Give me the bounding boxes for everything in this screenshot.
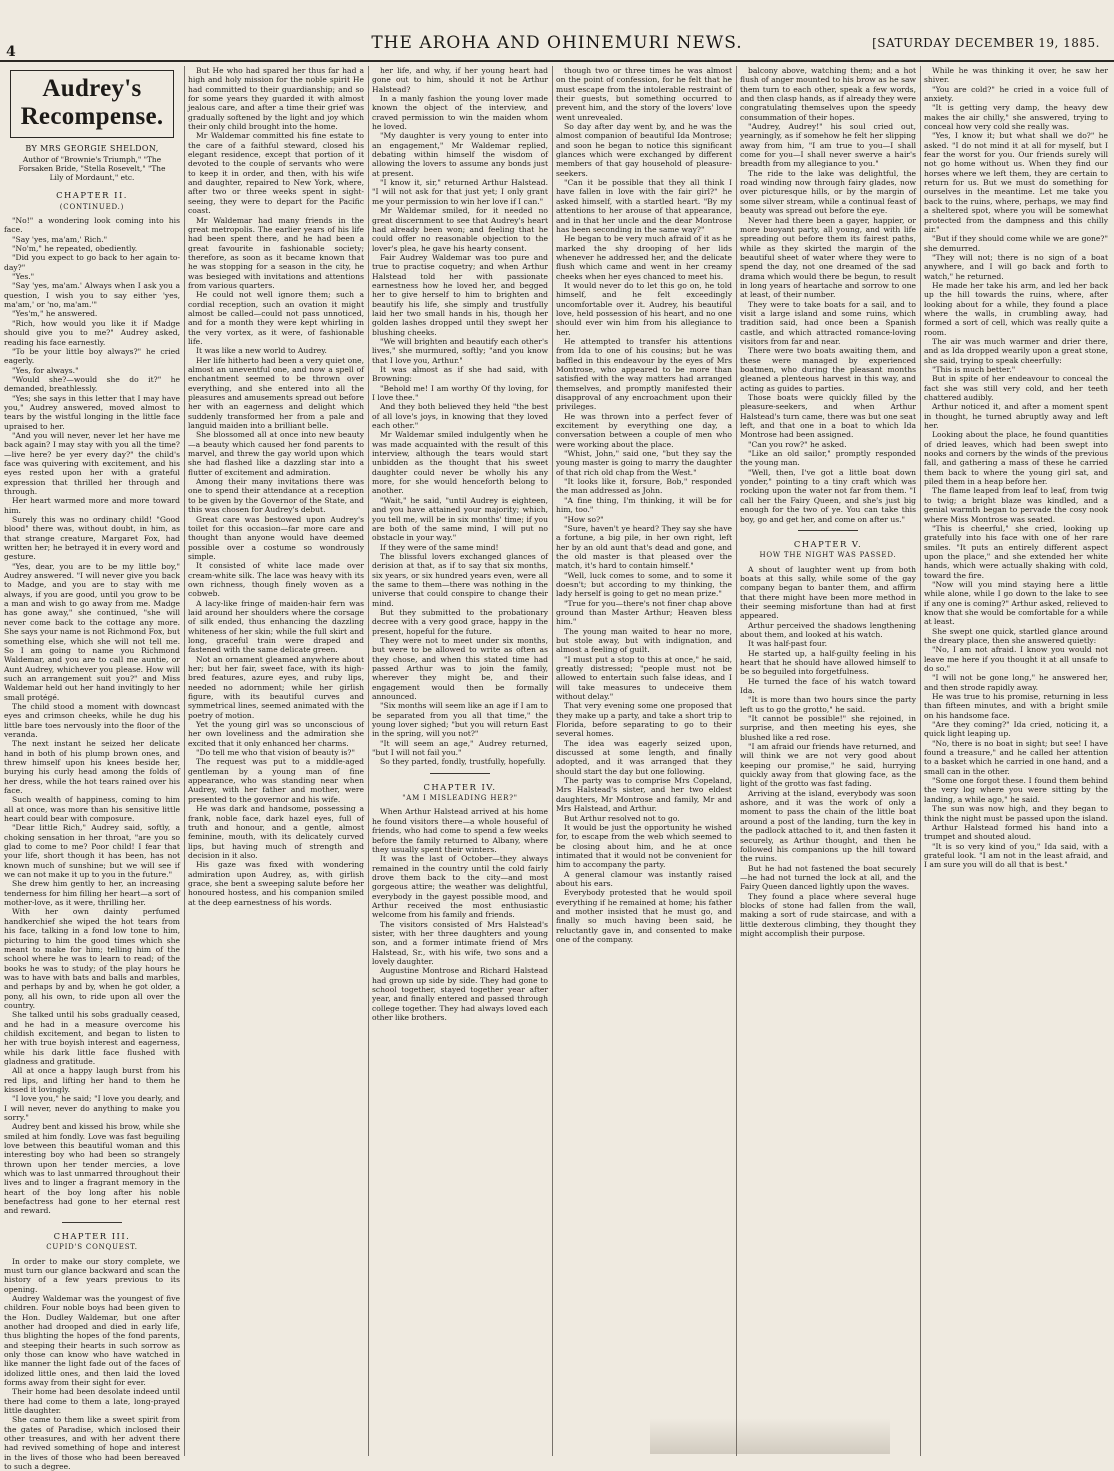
paragraph: "Yes, for always." — [4, 366, 180, 375]
paragraph: "Are they coming?" Ida cried, noticing it, a quick light leaping up. — [924, 720, 1108, 739]
paragraph: She swept one quick, startled glance around the dreary place, then she answered quietly: — [924, 627, 1108, 646]
paragraph: A lacy-like fringe of maiden-hair fern was laid around her shoulders where the corsage of silk ended, thus enhancing the dazzling whiteness of her skin; while the full skirt and long, graceful train were draped and fastened with the same delicate green. — [188, 599, 364, 655]
paragraph: It would be just the opportunity he wished for, to escape from the web which seemed to be closing about him, and he at once intimated that it would not be convenient for him to accompany the party. — [556, 823, 732, 870]
masthead-rule — [0, 60, 1114, 62]
paragraph: So day after day went by, and he was the almost companion of beautiful Ida Montrose; and soon he began to notice this significant glances which were exchanged by different members of that gay household of pleasure-seekers. — [556, 122, 732, 178]
column-1 — [4, 66, 180, 1456]
paragraph: They were not to meet under six months, but were to be allowed to write as often as they chose, and when this stated time had passed Arthur was to join the family, wherever they might be, and their engagement would then be formally announced. — [372, 636, 548, 701]
paragraph: Audrey bent and kissed his brow, while she smiled at him fondly. Love was fast beguiling love between this beautiful woman and this interesting boy who had been so strangely thrown upon her tender mercies, a love which was to last unmarred throughout their lives and to linger a fragrant memory in the heart of the boy long after his noble benefactress had gone to her eternal rest and reward. — [4, 1122, 180, 1215]
paragraph: "Yes, I know it; but what shall we do?" he asked. "I do not mind it at all for myself, but I fear the worst for you. Our friends surely will not go home without us. When they find our horses where we left them, they are certain to return for us. But we must do something for ourselves in the meantime. Let me take you back to the ruins, where, perhaps, we may find a sheltered spot, where you will be somewhat protected from the dampness and this chilly air." — [924, 131, 1108, 234]
paragraph: Great care was bestowed upon Audrey's toilet for this occasion—far more care and thought than anyone would have deemed possible over a costume so wondrously simple. — [188, 515, 364, 562]
paragraph: "Say 'yes, ma'am,' Rich." — [4, 235, 180, 244]
column-1-text-a — [4, 216, 180, 1216]
author-note: Author of "Brownie's Triumph," "The Forsaken Bride, "Stella Rosevelt," "The Lily of Mordaunt," etc. — [16, 155, 168, 182]
masthead — [0, 0, 1114, 58]
column-5-text-b — [740, 565, 916, 939]
paragraph: "It is more than two hours since the party left us to go the grotto," he said. — [740, 695, 916, 714]
chapter-2-subheading: (CONTINUED.) — [4, 203, 180, 212]
column-2 — [188, 66, 364, 1456]
column-4-text — [556, 66, 732, 944]
paragraph: "No, there is no boat in sight; but see! I have found a treasure," and he called her attention to a basket which he carried in one hand, and a small can in the other. — [924, 739, 1108, 776]
paragraph: It was the last of October—they always remained in the country until the cold fairly drove them back to the city—and most gorgeous attire; the weather was delightful, everybody in the gayest possible mood, and Arthur received the most enthusiastic welcome from his family and friends. — [372, 854, 548, 919]
paragraph: "Dear little Rich," Audrey said, softly, a choking sensation in her throat, "are you so glad to come to me? Poor child! I fear that your life, short though it has been, has not known much of sunshine; but we will see if we can not make it up to you in the future." — [4, 823, 180, 879]
paragraph: But in spite of her endeavour to conceal the fact she was still very cold, and her teeth chattered audibly. — [924, 374, 1108, 402]
paragraph: "Sure, haven't ye heard? They say she have a fortune, a big pile, in her own right, left her by an old aunt that's dead and gone, and the old master is that pleased over the match, it's hard to contain himself." — [556, 524, 732, 571]
paragraph: "Say 'yes, ma'am.' Always when I ask you a question, I wish you to say either 'yes, ma'am,' or 'no, ma'am.'" — [4, 281, 180, 309]
paragraph: Arthur perceived the shadows lengthening about them, and looked at his watch. — [740, 621, 916, 640]
paragraph: "Would she?—would she do it?" he demanded, breathlessly. — [4, 375, 180, 394]
page-number: 4 — [6, 44, 16, 60]
paragraph: When Arthur Halstead arrived at his home he found visitors there—a whole houseful of friends, who had come to spend a few weeks before the family returned to Albany, where they usually spent their winters. — [372, 807, 548, 854]
paragraph: It was half-past four. — [740, 639, 916, 648]
column-2-text — [188, 66, 364, 907]
chapter-4-heading: CHAPTER IV. — [372, 783, 548, 792]
column-6 — [924, 66, 1108, 1456]
paragraph: "Like an old sailor," promptly responded the young man. — [740, 449, 916, 468]
paragraph: He started up, a half-guilty feeling in his heart that he should have allowed himself to be so beguiled into forgetfulness. — [740, 649, 916, 677]
paragraph: A shout of laughter went up from both boats at this sally, while some of the gay company began to banter them, and affirm that there might have been more method in their seeming misfortune than had at first appeared. — [740, 565, 916, 621]
paragraph: Arthur Halstead formed his hand into a trumpet and shouted aloud. — [924, 823, 1108, 842]
paragraph: "Yes, dear, you are to be my little boy," Audrey answered. "I will never give you back to Madge, and you are to stay with me always, if you are good, until you grow to be a man and wish to go away from me. Madge has gone away," she continued, "she will never come back to the cottage any more. She says your name is not Richmond Fox, but something else, which she will not tell me. So I am going to name you Richmond Waldemar, and you are to call me auntie, or Aunt Audrey, whichever you please. How will such an arrangement suit you?" and Miss Waldemar held out her hand invitingly to her small protégé. — [4, 562, 180, 702]
paragraph: though two or three times he was almost on the point of confession, for he felt that he must escape from the intolerable restraint of their guests, but something occurred to prevent him, and the story of the lovers' love went unrevealed. — [556, 66, 732, 122]
column-3-text-b — [372, 807, 548, 1022]
paragraph: Never had there been a gayer, happier, or more buoyant party, all young, and with life spreading out before them its fairest paths, while as they skirted the margin of the beautiful sheet of water where they were to spend the day, not one dreamed of the sad drama which would there be begun, to result in long years of heartache and sorrow to one at least, of their number. — [740, 216, 916, 300]
paragraph: "It is so very kind of you," Ida said, with a grateful look. "I am not in the least afraid, and I am sure you will do all that is best." — [924, 842, 1108, 870]
paragraph: She came to them like a sweet spirit from the gates of Paradise, which inclosed their other treasures, and with her advent there had revived something of hope and interest in the lives of those who had been bereaved to such a degree. — [4, 1415, 180, 1471]
paragraph: "It will seem an age," Audrey returned, "but I will not fail you." — [372, 739, 548, 758]
paragraph: If they were of the same mind! — [372, 543, 548, 552]
paragraph: The blissful lovers exchanged glances of derision at that, as if to say that six months, six years, or six hundred years even, were all the same to them—there was nothing in the universe that could conspire to change their mind. — [372, 552, 548, 608]
paragraph: He was true to his promise, returning in less than fifteen minutes, and with a bright smile on his handsome face. — [924, 692, 1108, 720]
paragraph: And they both believed they held "the best of all love's joys, in knowing that they loved each other." — [372, 402, 548, 430]
story-title: Audrey's Recompense. — [10, 70, 174, 138]
paragraph: "No'm," he repeated, obediently. — [4, 244, 180, 253]
paragraph: The visitors consisted of Mrs Halstead's sister, with her three daughters and young son, and a former intimate friend of Mrs Halstead, Sr., with his wife, two sons and a lovely daughter. — [372, 920, 548, 967]
paragraph: His gaze was fixed with wondering admiration upon Audrey, as, with girlish grace, she bent a sweeping salute before her honoured hostess, and his companion smiled at the deep earnestness of his words. — [188, 860, 364, 907]
paragraph: In order to make our story complete, we must turn our glance backward and scan the history of a few years previous to its opening. — [4, 1257, 180, 1294]
column-5 — [740, 66, 916, 1456]
article-columns — [4, 66, 1110, 1456]
column-divider — [552, 66, 553, 1456]
story-byline: BY MRS GEORGIE SHELDON, — [4, 144, 180, 153]
paragraph: "Yes." — [4, 272, 180, 281]
paragraph: It consisted of white lace made over cream-white silk. The lace was heavy with its own richness, though finely woven as a cobweb. — [188, 561, 364, 598]
paragraph: He made her take his arm, and led her back up the hill towards the ruins, where, after looking about for a while, they found a place where the walls, in crumbling away, had formed a sort of cell, which was really quite a room. — [924, 281, 1108, 337]
chapter-divider — [430, 773, 490, 774]
paragraph: Arthur noticed it, and after a moment spent in thought, he turned abruptly away and left her. — [924, 402, 1108, 430]
paragraph: She blossomed all at once into new beauty—a beauty which caused her fond parents to marvel, and threw the gay world upon which she had flashed like a dazzling star into a flutter of excitement and admiration. — [188, 430, 364, 477]
paragraph: Augustine Montrose and Richard Halstead had grown up side by side. They had gone to school together, stayed together year after year, and finally entered and passed through college together. They had always loved each other like brothers. — [372, 966, 548, 1022]
chapter-5-heading: CHAPTER V. — [740, 540, 916, 549]
paragraph: Surely this was no ordinary child! "Good blood" there was, without doubt, in him, as that strange creature, Margaret Fox, had written her; he betrayed it in every word and gesture. — [4, 515, 180, 562]
column-3 — [372, 66, 548, 1456]
paragraph: her life, and why, if her young heart had gone out to him, should it not be Arthur Halstead? — [372, 66, 548, 94]
paragraph: They found a place where several huge blocks of stone had fallen from the wall, making a sort of rude staircase, and with a little dexterous climbing, they thought they might accomplish their purpose. — [740, 892, 916, 939]
column-divider — [736, 66, 737, 1456]
chapter-2-heading: CHAPTER II. — [4, 191, 180, 200]
paragraph: "Wait," he said, "until Audrey is eighteen, and you have attained your majority; which, you tell me, will be in six months' time; if you are both of the same mind, I will put no obstacle in your way." — [372, 496, 548, 543]
paragraph: In a manly fashion the young lover made known the object of the interview, and craved permission to win the maiden whom he loved. — [372, 94, 548, 131]
chapter-divider — [798, 530, 858, 531]
paragraph: "My daughter is very young to enter into an engagement," Mr Waldemar replied, debating within himself the wisdom of allowing the lovers to assume any bonds just at present. — [372, 131, 548, 178]
column-6-text — [924, 66, 1108, 870]
paragraph: Among their many invitations there was one to spend their attendance at a reception to be given by the Governor of the State, and this was chosen for Audrey's debut. — [188, 477, 364, 514]
paragraph: So they parted, fondly, trustfully, hopefully. — [372, 757, 548, 766]
paragraph: "This is much better." — [924, 365, 1108, 374]
chapter-3-subheading: CUPID'S CONQUEST. — [4, 1243, 180, 1252]
paragraph: It would never do to let this go on, he told himself, and he felt exceedingly uncomfortable over it. Audrey, his beautiful love, held possession of his heart, and no one should ever win him from his allegiance to her. — [556, 281, 732, 337]
paragraph: "Do tell me who that vision of beauty is?" — [188, 748, 364, 757]
newspaper-title: THE AROHA AND OHINEMURI NEWS. — [0, 33, 1114, 53]
paragraph: "Rich, how would you like it if Madge should give you to me?" Audrey asked, reading his face earnestly. — [4, 319, 180, 347]
paragraph: The young man waited to hear no more, but stole away, but with indignation, and almost a feeling of guilt. — [556, 627, 732, 655]
paragraph: Such wealth of happiness, coming to him all at once, was more than his sensitive little heart could bear with composure. — [4, 795, 180, 823]
paragraph: "We will brighten and beautify each other's lives," she murmured, softly; "and you know that I love you, Arthur." — [372, 337, 548, 365]
paragraph: "Well, then, I've got a little boat down yonder," pointing to a tiny craft which was rocking upon the water not far from them. "I call her the Fairy Queen, and she's just big enough for the two of ye. You can take this boy, go and get her, and come on after us." — [740, 468, 916, 524]
paragraph: The party was to comprise Mrs Copeland, Mrs Halstead's sister, and her two eldest daughters, Mr Montrose and family, Mr and Mrs Halstead, and Arthur. — [556, 776, 732, 813]
column-5-text-a — [740, 66, 916, 524]
paragraph: "Now will you mind staying here a little while alone, while I go down to the lake to see if any one is coming?" Arthur asked, relieved to know that she would be comfortable for a while at least. — [924, 580, 1108, 627]
paragraph: He could not well ignore them; such a cordial reception, such an ovation it might almost be called—could not pass unnoticed, and for a month they were kept whirling in the very vortex, as it were, of fashionable life. — [188, 290, 364, 346]
paragraph: "Audrey, Audrey!" his soul cried out, yearningly, as if somehow he felt her slipping away from him, "I am true to you—I shall come for you—I shall never swerve a hair's breadth from my allegiance to you." — [740, 122, 916, 169]
paragraph: All at once a happy laugh burst from his red lips, and lifting her hand to them he kissed it lovingly. — [4, 1066, 180, 1094]
paragraph: But He who had spared her thus far had a high and holy mission for the noble spirit He had committed to their guardianship; and so for some years they guarded it with almost jealous care, and after a time their grief was gradually softened by the light and joy which their only child brought into the home. — [188, 66, 364, 131]
paragraph: It was like a new world to Audrey. — [188, 346, 364, 355]
paragraph: "Yes; she says in this letter that I may have you," Audrey answered, moved almost to tears by the wistful longing in the little face upraised to her. — [4, 394, 180, 431]
paragraph: Mr Waldemar had many friends in the great metropolis. The earlier years of his life had been spent there, and he had been a great favourite in fashionable society; therefore, as soon as it became known that he was stopping for a season in the city, he was besieged with invitations and attentions from various quarters. — [188, 216, 364, 291]
paragraph: "Six months will seem like an age if I am to be separated from you all that time," the young lover sighed; "but you will return East in the spring, will you not?" — [372, 701, 548, 738]
paragraph: "They will not; there is no sign of a boat anywhere, and I will go back and forth to watch," he returned. — [924, 253, 1108, 281]
paragraph: "I am afraid our friends have returned, and will think we are not very good about keeping our promise," he said, hurrying quickly away from that glowing face, as the light of the grotto was fast fading. — [740, 742, 916, 789]
column-1-text-b — [4, 1257, 180, 1471]
paragraph: It was almost as if she had said, with Browning: — [372, 365, 548, 384]
column-divider — [920, 66, 921, 1456]
paragraph: "Did you expect to go back to her again to-day?" — [4, 253, 180, 272]
paragraph: "Behold me! I am worthy Of thy loving, for I love thee." — [372, 384, 548, 403]
paragraph: Arriving at the island, everybody was soon ashore, and it was the work of only a moment to pass the chain of the little boat around a post of the landing, turn the key in the padlock attached to it, and then fasten it securely, as Arthur thought, and then he followed his companions up the hill toward the ruins. — [740, 789, 916, 864]
paragraph: She drew him gently to her, an increasing tenderness for him filling her heart—a sort of mother-love, as it were, thrilling her. — [4, 879, 180, 907]
paragraph: He began to be very much afraid of it as he marked the shy drooping of her lids whenever he addressed her, and the delicate flush which came and went in her creamy cheeks when her eyes chanced to meet his. — [556, 234, 732, 281]
paragraph: Looking about the place, he found quantities of dried leaves, which had been swept into nooks and corners by the winds of the previous fall, and gathering a mass of these he carried them back to where the young girl sat, and piled them in a heap before her. — [924, 430, 1108, 486]
paragraph: He was dark and handsome, possessing a frank, noble face, dark hazel eyes, full of truth and honour, and a gentle, almost feminine, mouth, with its delicately curved lips, but having much of strength and decision in it also. — [188, 804, 364, 860]
paragraph: "I know it, sir," returned Arthur Halstead. "I will not ask for that just yet; I only grant me your permission to win her love if I can." — [372, 178, 548, 206]
paragraph: Those boats were quickly filled by the pleasure-seekers, and when Arthur Halstead's turn came, there was but one seat left, and that one in a boat to which Ida Montrose had been assigned. — [740, 393, 916, 440]
paragraph: The sun was now high, and they began to think the night must be passed upon the island. — [924, 804, 1108, 823]
paragraph: They were to take boats for a sail, and to visit a large island and some ruins, which tradition said, had once been a Spanish castle, and which attracted romance-loving visitors from far and near. — [740, 300, 916, 347]
paragraph: "I will not be gone long," he answered her, and then strode rapidly away. — [924, 673, 1108, 692]
paragraph: "Can you row?" he asked. — [740, 440, 916, 449]
paragraph: "True for you—there's not finer chap above ground than Master Arthur; Heaven bless him." — [556, 599, 732, 627]
paragraph: There were two boats awaiting them, and these were managed by experienced boatmen, who during the pleasant months gleaned a plenteous harvest in this way, and acting as guides to parties. — [740, 346, 916, 393]
paragraph: With her own dainty perfumed handkerchief she wiped the hot tears from his face, talking in a fond low tone to him, picturing to him the good times which she meant to make for him; telling him of the school where he was to learn to read; of the books he was to study; of the play hours he was to have with bats and balls and marbles, and perhaps by and by, when he got older, a pony, all his own, to ride upon all over the country. — [4, 907, 180, 1010]
chapter-3-heading: CHAPTER III. — [4, 1232, 180, 1241]
paragraph: "You are cold?" he cried in a voice full of anxiety. — [924, 85, 1108, 104]
paragraph: But they submitted to the probationary decree with a very good grace, happy in the present, hopeful for the future. — [372, 608, 548, 636]
paragraph: "No!" a wondering look coming into his face. — [4, 216, 180, 235]
column-divider — [184, 66, 185, 1456]
paragraph: "It is getting very damp, the heavy dew makes the air chilly," she answered, trying to conceal how very cold she really was. — [924, 103, 1108, 131]
paragraph: "Whist, John," said one, "but they say the young master is going to marry the daughter of that rich old chap from the West." — [556, 449, 732, 477]
page-fold-shadow — [650, 1418, 890, 1454]
paragraph: The ride to the lake was delightful, the road winding now through fairy glades, now over picturesque hills, or by the margin of some silver stream, while a continual feast of beauty was spread out before the eye. — [740, 169, 916, 216]
paragraph: While he was thinking it over, he saw her shiver. — [924, 66, 1108, 85]
paragraph: Fair Audrey Waldemar was too pure and true to practise coquetry; and when Arthur Halstead told her with passionate earnestness how he loved her, and begged her to give herself to him to brighten and beautify his life, she simply and trustfully laid her two small hands in his, though her golden lashes dropped until they swept her blushing cheeks. — [372, 253, 548, 337]
paragraph: Mr Waldemar committed his fine estate to the care of a faithful steward, closed his elegant residence, except that portion of it devoted to the couple of servants who were to keep it in order, and then, with his wife and daughter, repaired to New York, where, after two or three weeks spent in sight-seeing, they were to depart for the Pacific coast. — [188, 131, 364, 215]
column-3-text-a — [372, 66, 548, 767]
paragraph: But Arthur resolved not to go. — [556, 814, 732, 823]
paragraph: He turned the face of his watch toward Ida. — [740, 677, 916, 696]
paragraph: "Yes'm," he answered. — [4, 309, 180, 318]
paragraph: The idea was eagerly seized upon, discussed at some length, and finally adopted, and it was arranged that they should start the day but one following. — [556, 739, 732, 776]
paragraph: But he had not fastened the boat securely—he had not turned the lock at all, and the Fairy Queen danced lightly upon the waves. — [740, 864, 916, 892]
paragraph: Yet the young girl was so unconscious of her own loveliness and the admiration she excited that it only enhanced her charms. — [188, 720, 364, 748]
chapter-4-subheading: "AM I MISLEADING HER?" — [372, 794, 548, 803]
paragraph: The child stood a moment with downcast eyes and crimson cheeks, while he dug his little bare toes nervously into the floor of the veranda. — [4, 702, 180, 739]
paragraph: "To be your little boy always?" he cried eagerly. — [4, 347, 180, 366]
paragraph: Not an ornament gleamed anywhere about her; but her fair, sweet face, with its high-bred features, azure eyes, and ruby lips, needed no adornment; while her girlish figure, with its beautiful curves and symmetrical lines, seemed animated with the poetry of motion. — [188, 655, 364, 720]
column-divider — [368, 66, 369, 1456]
paragraph: Audrey Waldemar was the youngest of five children. Four noble boys had been given to the Hon. Dudley Waldemar, but one after another had drooped and died in early life, thus blighting the hopes of the fond parents, and steeping their hearts in such sorrow as only those can know who have watched in like manner the light fade out of the faces of idolized little ones, and then laid the loved forms away from their sight for ever. — [4, 1294, 180, 1387]
paragraph: "No, I am not afraid. I know you would not leave me here if you thought it at all unsafe to do so." — [924, 645, 1108, 673]
column-4 — [556, 66, 732, 1456]
paragraph: "A fine thing, I'm thinking, it will be for him, too." — [556, 496, 732, 515]
paragraph: A general clamour was instantly raised about his ears. — [556, 870, 732, 889]
paragraph: "I love you," he said; "I love you dearly, and I will never, never do anything to make you sorry." — [4, 1094, 180, 1122]
paragraph: She talked until his sobs gradually ceased, and he had in a measure overcome his childish excitement, and began to listen to her with true boyish interest and eagerness, while his dark little face flushed with gladness and gratitude. — [4, 1010, 180, 1066]
paragraph: "Well, luck comes to some, and to some it doesn't; but according to my thinking, the lady herself is going to get no mean prize." — [556, 571, 732, 599]
paragraph: Mr Waldemar smiled, for it needed no great discernment to see that Audrey's heart had already been won; and feeling that he could offer no reasonable objection to the lover's plea, he gave his hearty consent. — [372, 206, 548, 253]
paragraph: The air was much warmer and drier there, and as Ida dropped wearily upon a great stone, she said, trying to speak cheerfully: — [924, 337, 1108, 365]
paragraph: Mr Waldemar smiled indulgently when he was made acquainted with the result of this interview, although the tears would start unbidden as the thought that his sweet daughter could never be wholly his any more, for she would henceforth belong to another. — [372, 430, 548, 495]
issue-date: [SATURDAY DECEMBER 19, 1885. — [872, 36, 1100, 50]
paragraph: "This is cheerful," she cried, looking up gratefully into his face with one of her rare smiles. "It puts an entirely different aspect upon the place," and she extended her white hands, which were actually shaking with cold, toward the fire. — [924, 524, 1108, 580]
paragraph: "How so?" — [556, 515, 732, 524]
paragraph: The next instant he seized her delicate hand in both of his plump brown ones, and threw himself upon his knees beside her, burying his curly head among the folds of her dress, while the hot tears rained over his face. — [4, 739, 180, 795]
paragraph: "I must put a stop to this at once," he said, greatly distressed; "people must not be allowed to entertain such false ideas, and I will take measures to undeceive them without delay." — [556, 655, 732, 702]
paragraph: "And you will never, never let her have me back again? I may stay with you all the time?—live here? be yer every day?" the child's face was quivering with excitement, and his eyes rested upon her with a grateful expression that thrilled her through and through. — [4, 431, 180, 496]
paragraph: balcony above, watching them; and a hot flush of anger mounted to his brow as he saw them turn to each other, speak a few words, and then clasp hands, as if already they were congratulating themselves upon the speedy consummation of their hopes. — [740, 66, 916, 122]
paragraph: That very evening some one proposed that they make up a party, and take a short trip to Florida, before separating to go to their several homes. — [556, 701, 732, 738]
paragraph: Everybody protested that he would spoil everything if he remained at home; his father and mother insisted that he must go, and finally so much having been said, he reluctantly gave in, and consented to make one of the company. — [556, 888, 732, 944]
paragraph: The flame leaped from leaf to leaf, from twig to twig; a bright blaze was kindled, and a genial warmth began to pervade the cosy nook where Miss Montrose was seated. — [924, 486, 1108, 523]
chapter-5-subheading: HOW THE NIGHT WAS PASSED. — [740, 551, 916, 560]
paragraph: He was thrown into a perfect fever of excitement by everything one day, a conversation between a couple of men who were working about the place. — [556, 412, 732, 449]
paragraph: "But if they should come while we are gone?" she demurred. — [924, 234, 1108, 253]
paragraph: Her heart warmed more and more toward him. — [4, 496, 180, 515]
paragraph: Her life hitherto had been a very quiet one, almost an uneventful one, and now a spell of enchantment seemed to be thrown over everything, and she entered into all the pleasures and amusements spread out before her with an eagerness and delight which suddenly transformed her from a pale and languid maiden into a brilliant belle. — [188, 356, 364, 431]
paragraph: He attempted to transfer his attentions from Ida to one of his cousins; but he was baffled in this endeavour by the eyes of Mrs Montrose, who appeared to be more than satisfied with the way matters had arranged themselves, and promptly manifested their disapproval of any encroachment upon their privileges. — [556, 337, 732, 412]
paragraph: "It cannot be possible!" she rejoined, in surprise, and then meeting his eyes, she blushed like a red rose. — [740, 714, 916, 742]
paragraph: Their home had been desolate indeed until there had come to them a late, long-prayed little daughter. — [4, 1387, 180, 1415]
paragraph: "It looks like it, forsure, Bob," responded the man addressed as John. — [556, 477, 732, 496]
paragraph: "Can it be possible that they all think I have fallen in love with the fair girl?" he asked himself, with a startled heart. "By my attentions to her arouse of that appearance, and in that her uncle and the dear Montrose has been seconding in the same way?" — [556, 178, 732, 234]
paragraph: The request was put to a middle-aged gentleman by a young man of fine appearance, who was standing near when Audrey, with her father and mother, were presented to the governor and his wife. — [188, 757, 364, 804]
chapter-divider — [62, 1222, 122, 1223]
paragraph: "Some one forgot these. I found them behind the very log where you were sitting by the landing, a while ago," he said. — [924, 776, 1108, 804]
